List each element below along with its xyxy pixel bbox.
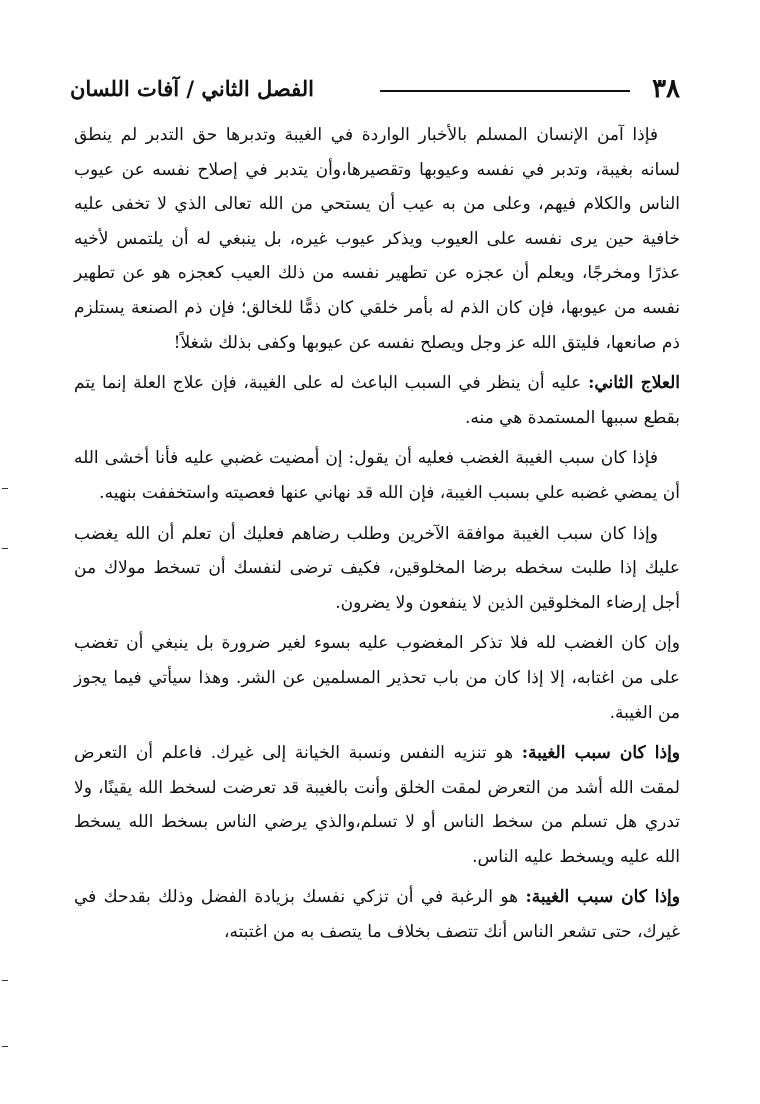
paragraph-text: فإذا كان سبب الغيبة الغضب فعليه أن يقول: إن أمضيت غضبي عليه فأنا أخشى الله أن يمضي غضبه علي بسبب الغيبة، فإن الله قد نهاني عنها فعصيته واستخففت بنهيه. — [74, 448, 680, 503]
margin-mark — [2, 980, 8, 981]
paragraph — [74, 626, 680, 730]
paragraph — [74, 118, 680, 360]
paragraph-lead: العلاج الثاني: — [588, 373, 680, 394]
paragraph — [74, 517, 680, 621]
paragraph-text: عليه أن ينظر في السبب الباعث له على الغيبة، فإن علاج العلة إنما يتم بقطع سببها المستمدة هي منه. — [74, 373, 680, 428]
paragraph-text: فإذا آمن الإنسان المسلم بالأخبار الواردة في الغيبة وتدبرها حق التدبر لم ينطق لسانه بغيبة، وتدبر في نفسه وعيوبها وتقصيرها،وأن يتدبر في إصلاح نفسه عن عيوب الناس والكلام فيهم، وعلى من به عيب أن يستحي من الله تعالى الذي لا تخفى عليه خافية حين يرى نفسه على العيوب ويذكر عيوب غيره، بل ينبغي له أن يلتمس لأخيه عذرًا ومخرجًا، ويعلم أن عجزه عن تطهير نفسه من ذلك العيب كعجزه هو عن تطهير نفسه من عيوبها، فإن كان الذم له بأمر خلقي كان ذمًّا للخالق؛ فإن ذم الصنعة يستلزم ذم صانعها، فليتق الله عز وجل ويصلح نفسه عن عيوبها وكفى بذلك شغلاً! — [74, 125, 680, 353]
margin-mark — [2, 488, 8, 489]
body-text — [74, 118, 680, 950]
page-number: ٣٨ — [652, 74, 680, 104]
chapter-title: الفصل الثاني / آفات اللسان — [70, 76, 314, 101]
paragraph-lead: وإذا كان سبب الغيبة: — [521, 743, 681, 764]
paragraph — [74, 441, 680, 510]
paragraph-lead: وإذا كان سبب الغيبة: — [525, 887, 680, 908]
margin-mark — [2, 548, 8, 549]
paragraph-text: وإذا كان سبب الغيبة موافقة الآخرين وطلب رضاهم فعليك أن تعلم أن الله يغضب عليك إذا طلبت سخطه برضا المخلوقين، فكيف ترضى لنفسك أن تسخط مولاك من أجل إرضاء المخلوقين الذين لا ينفعون ولا يضرون. — [74, 523, 680, 613]
paragraph — [74, 366, 680, 435]
page-header — [70, 72, 680, 112]
paragraph-text: هو الرغبة في أن تزكي نفسك بزيادة الفضل وذلك بقدحك في غيرك، حتى تشعر الناس أنك تتصف بخلاف ما يتصف به من اغتبته، — [74, 887, 680, 943]
header-rule — [380, 90, 630, 92]
paragraph — [74, 880, 680, 949]
paragraph-text: هو تنزيه النفس ونسبة الخيانة إلى غيرك. فاعلم أن التعرض لمقت الله أشد من التعرض لمقت الخلق وأنت بالغيبة قد تعرضت لسخط الله يقينًا، ولا تدري هل تسلم من سخط الناس أو لا تسلم،والذي يرضي الناس بسخط الله يسخط الله عليه ويسخط عليه الناس. — [74, 743, 680, 867]
margin-mark — [2, 1046, 8, 1047]
paragraph — [74, 736, 680, 874]
paragraph-text: وإن كان الغضب لله فلا تذكر المغضوب عليه بسوء لغير ضرورة بل ينبغي أن تغضب على من اغتابه، إلا إذا كان من باب تحذير المسلمين عن الشر. وهذا سيأتي فيما يجوز من الغيبة. — [74, 633, 680, 723]
